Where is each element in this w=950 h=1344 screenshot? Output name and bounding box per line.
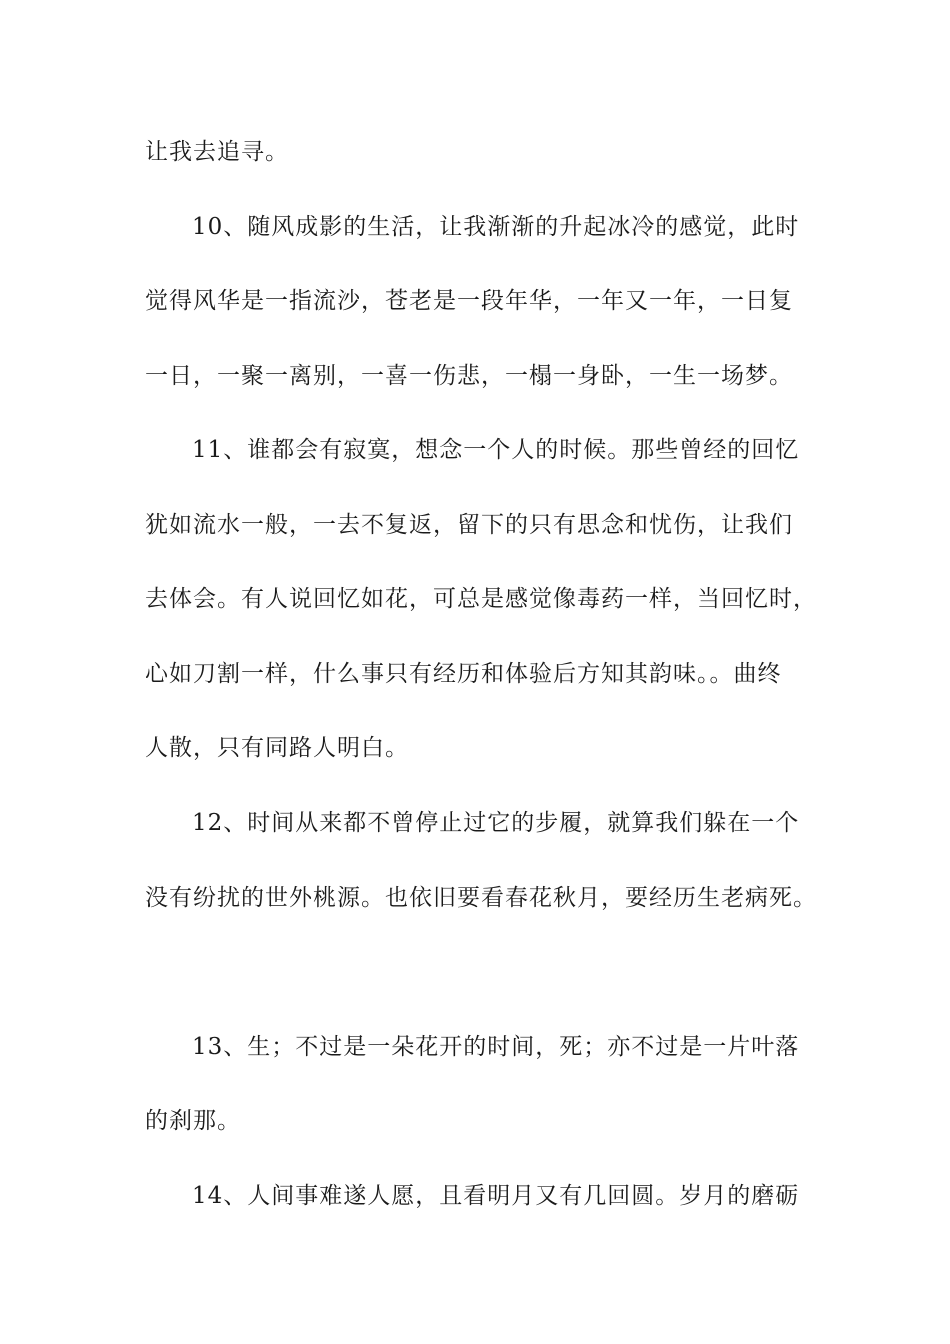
text-line: 让我去追寻。 [145,139,289,165]
paragraph-14-line-1: 14、人间事难遂人愿，且看明月又有几回圆。岁月的磨砺 [192,1183,800,1209]
text-line: 一日，一聚一离别，一喜一伤悲，一榻一身卧，一生一场梦。 [145,363,793,389]
paragraph-13-line-1: 13、生；不过是一朵花开的时间，死；亦不过是一片叶落 [192,1034,800,1060]
text-line: 人散，只有同路人明白。 [145,735,409,761]
text-line: 没有纷扰的世外桃源。也依旧要看春花秋月，要经历生老病死。 [145,885,817,911]
text-line: 觉得风华是一指流沙，苍老是一段年华，一年又一年，一日复 [145,288,793,314]
text-line: 心如刀割一样，什么事只有经历和体验后方知其韵味。。曲终 [145,661,782,687]
text-line: 犹如流水一般，一去不复返，留下的只有思念和忧伤，让我们 [145,512,793,538]
text-line: 的刹那。 [145,1108,241,1134]
paragraph-11-line-1: 11、谁都会有寂寞，想念一个人的时候。那些曾经的回忆 [192,437,800,463]
paragraph-10-line-1: 10、随风成影的生活，让我渐渐的升起冰冷的感觉，此时 [192,214,800,240]
paragraph-12-line-1: 12、时间从来都不曾停止过它的步履，就算我们躲在一个 [192,810,800,836]
text-line: 去体会。有人说回忆如花，可总是感觉像毒药一样，当回忆时， [145,586,817,612]
